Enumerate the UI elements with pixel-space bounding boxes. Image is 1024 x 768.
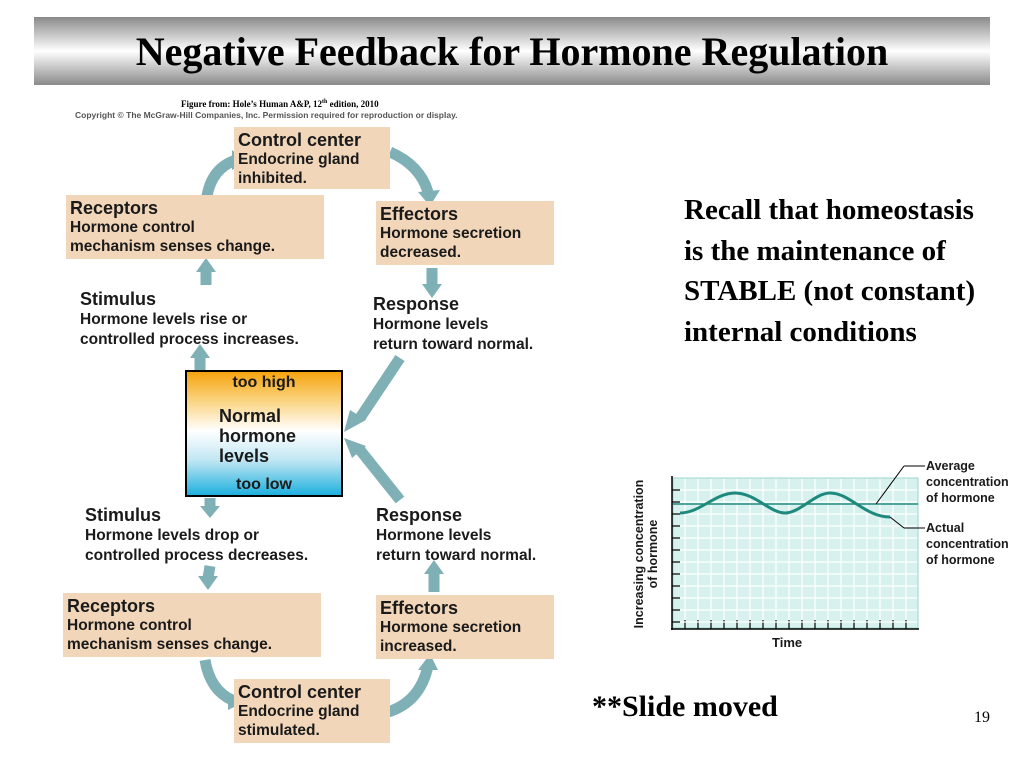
- bottom-response-line1: Hormone levels: [376, 527, 492, 544]
- bottom-stimulus-heading: Stimulus: [85, 505, 162, 525]
- top-effectors-line2: decreased.: [380, 244, 461, 261]
- legend-actual-line1: Actual: [926, 521, 965, 535]
- top-response-line2: return toward normal.: [373, 336, 534, 353]
- too-high-label: too high: [232, 374, 296, 391]
- bottom-stimulus-line1: Hormone levels drop or: [85, 527, 259, 544]
- legend-actual-line3: of hormone: [926, 553, 995, 567]
- normal-line1: Normal: [219, 406, 282, 426]
- bottom-stimulus-line2: controlled process decreases.: [85, 547, 309, 564]
- top-receptors-line1: Hormone control: [70, 219, 195, 236]
- top-control-center-line2: inhibited.: [238, 170, 307, 187]
- bottom-control-center-heading: Control center: [238, 682, 362, 702]
- bottom-receptors-heading: Receptors: [67, 596, 156, 616]
- legend-actual-line2: concentration: [926, 537, 1009, 551]
- graph-y-label-line2: of hormone: [646, 519, 660, 589]
- recall-text: Recall that homeostasis is the maintenance of STABLE (not constant) internal conditions: [684, 194, 976, 348]
- bottom-response-line2: return toward normal.: [376, 547, 537, 564]
- graph-y-label-line1: Increasing concentration: [632, 479, 646, 629]
- top-effectors-line1: Hormone secretion: [380, 225, 522, 242]
- bottom-response-heading: Response: [376, 505, 463, 525]
- top-control-center-line1: Endocrine gland: [238, 151, 360, 168]
- legend-average-line1: Average: [926, 459, 975, 473]
- copyright-notice: Copyright © The McGraw-Hill Companies, Inc. Permission required for reproduction or display.: [75, 110, 458, 120]
- bottom-receptors-line2: mechanism senses change.: [67, 636, 273, 653]
- graph-x-axis-label: Time: [772, 635, 803, 650]
- top-response-line1: Hormone levels: [373, 316, 489, 333]
- normal-line3: levels: [219, 446, 270, 466]
- slide-title: Negative Feedback for Hormone Regulation: [135, 28, 889, 74]
- bottom-effectors-line2: increased.: [380, 638, 457, 655]
- bottom-effectors-line1: Hormone secretion: [380, 619, 522, 636]
- too-low-label: too low: [236, 476, 292, 493]
- slide-moved-note: **Slide moved: [592, 690, 778, 723]
- top-stimulus-line2: controlled process increases.: [80, 331, 299, 348]
- bottom-receptors-line1: Hormone control: [67, 617, 192, 634]
- legend-actual: [926, 520, 1009, 568]
- legend-average: [926, 458, 1009, 506]
- page-number: 19: [974, 709, 990, 726]
- top-response-heading: Response: [373, 294, 460, 314]
- caption-end: edition, 2010: [327, 99, 379, 109]
- top-effectors-heading: Effectors: [380, 204, 459, 224]
- caption-superscript: th: [322, 99, 328, 105]
- top-receptors-heading: Receptors: [70, 198, 159, 218]
- top-stimulus-heading: Stimulus: [80, 289, 157, 309]
- legend-average-line2: concentration: [926, 475, 1009, 489]
- normal-line2: hormone: [219, 426, 297, 446]
- top-control-center-heading: Control center: [238, 130, 362, 150]
- top-receptors-line2: mechanism senses change.: [70, 238, 276, 255]
- legend-average-line3: of hormone: [926, 491, 995, 505]
- bottom-control-center-line1: Endocrine gland: [238, 703, 360, 720]
- bottom-effectors-heading: Effectors: [380, 598, 459, 618]
- bottom-control-center-line2: stimulated.: [238, 722, 320, 739]
- top-stimulus-line1: Hormone levels rise or: [80, 311, 248, 328]
- caption-main: Figure from: Hole’s Human A&P, 12: [181, 99, 322, 109]
